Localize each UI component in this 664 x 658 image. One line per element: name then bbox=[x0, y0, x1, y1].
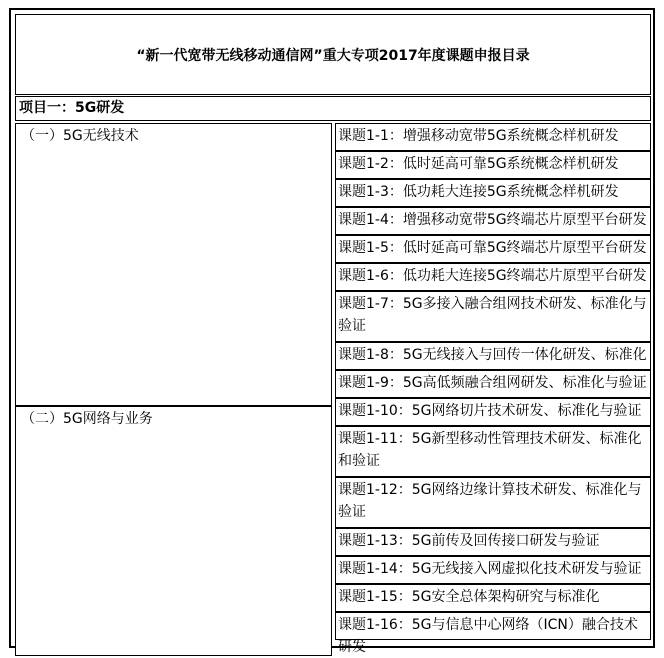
category-wireless-technology: （一）5G无线技术 bbox=[15, 123, 332, 406]
topic-label: 课题1-1：增强移动宽带5G系统概念样机研发 bbox=[338, 128, 619, 144]
topic-label: 课题1-4：增强移动宽带5G终端芯片原型平台研发 bbox=[338, 212, 647, 228]
topic-row bbox=[335, 263, 651, 291]
category-network-and-services: （二）5G网络与业务 bbox=[15, 406, 332, 656]
topic-label: 课题1-3：低功耗大连接5G系统概念样机研发 bbox=[338, 184, 619, 200]
topic-label: 课题1-10：5G网络切片技术研发、标准化与验证 bbox=[338, 403, 642, 419]
topic-row bbox=[335, 179, 651, 207]
topic-label: 课题1-8：5G无线接入与回传一体化研发、标准化 bbox=[338, 347, 647, 363]
topic-row bbox=[335, 370, 651, 398]
topic-row bbox=[335, 342, 651, 370]
topic-label: 课题1-2：低时延高可靠5G系统概念样机研发 bbox=[338, 156, 619, 172]
topic-row bbox=[335, 612, 651, 655]
topic-row bbox=[335, 207, 651, 235]
topic-label: 课题1-11：5G新型移动性管理技术研发、标准化和验证 bbox=[338, 431, 642, 469]
topic-label: 课题1-6：低功耗大连接5G终端芯片原型平台研发 bbox=[338, 268, 647, 284]
topic-row bbox=[335, 426, 651, 477]
topic-label: 课题1-15：5G安全总体架构研究与标准化 bbox=[338, 589, 600, 605]
topic-label: 课题1-12：5G网络边缘计算技术研发、标准化与验证 bbox=[338, 482, 642, 520]
topic-label: 课题1-5：低时延高可靠5G终端芯片原型平台研发 bbox=[338, 240, 647, 256]
topic-row bbox=[335, 123, 651, 151]
topic-label: 课题1-14：5G无线接入网虚拟化技术研发与验证 bbox=[338, 561, 642, 577]
topic-row bbox=[335, 291, 651, 342]
topic-row bbox=[335, 556, 651, 584]
topic-label: 课题1-7：5G多接入融合组网技术研发、标准化与验证 bbox=[338, 296, 647, 334]
topic-row bbox=[335, 477, 651, 528]
document-title: “新一代宽带无线移动通信网”重大专项2017年度课题申报目录 bbox=[136, 47, 530, 64]
topic-label: 课题1-13：5G前传及回传接口研发与验证 bbox=[338, 533, 600, 549]
topic-row bbox=[335, 528, 651, 556]
topic-label: 课题1-16：5G与信息中心网络（ICN）融合技术研发 bbox=[338, 617, 638, 655]
topic-row bbox=[335, 584, 651, 612]
catalog-table bbox=[9, 8, 655, 655]
topic-row bbox=[335, 151, 651, 179]
topic-row bbox=[335, 398, 651, 426]
topic-row bbox=[335, 235, 651, 263]
project-header: 项目一：5G研发 bbox=[15, 96, 651, 121]
topic-label: 课题1-9：5G高低频融合组网研发、标准化与验证 bbox=[338, 375, 647, 391]
title-cell bbox=[15, 14, 651, 95]
